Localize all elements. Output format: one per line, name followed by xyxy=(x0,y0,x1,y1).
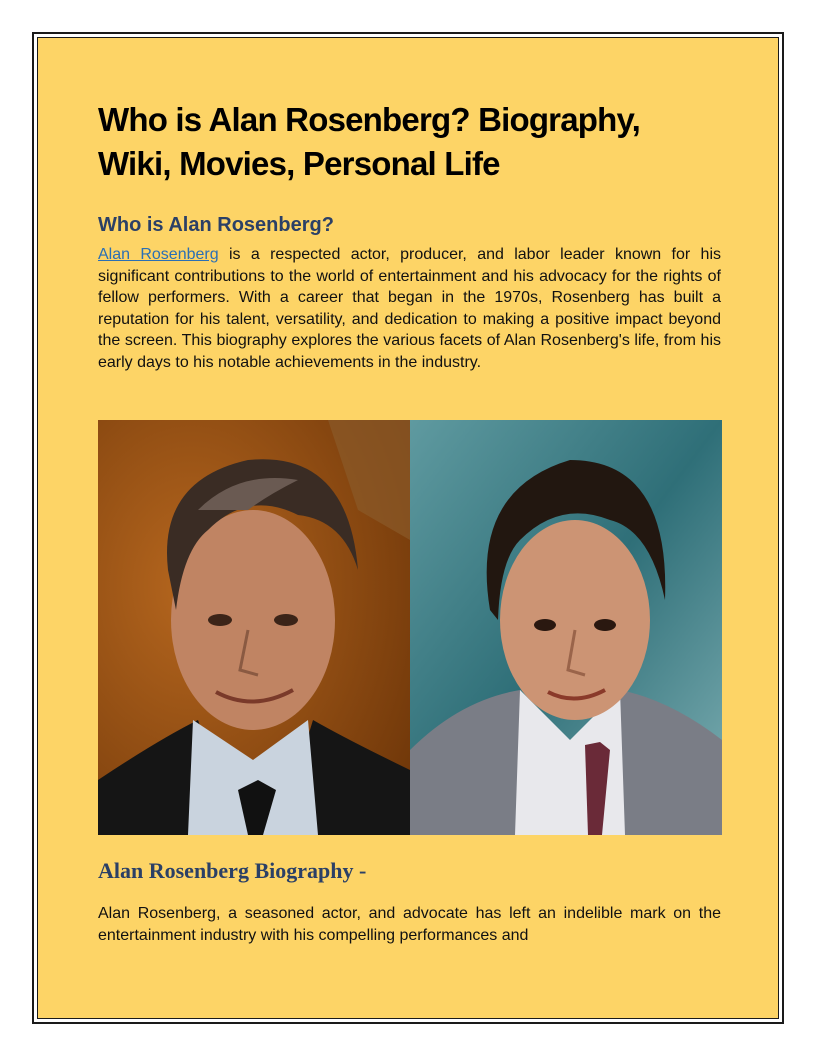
older-portrait-image xyxy=(98,420,410,835)
intro-paragraph xyxy=(98,244,721,373)
article-header xyxy=(98,98,721,373)
photo-right xyxy=(410,420,722,835)
section-heading: Alan Rosenberg Biography - xyxy=(98,858,367,883)
page-background xyxy=(37,37,779,1019)
intro-text: is a respected actor, producer, and labor leader known for his significant contributions to the world of entertainment and his advocacy for the rights of fellow performers. With a career that began in the 1970s, Rosenberg has built a reputation for his talent, versatility, and dedication to making a positive impact beyond the screen. This biography explores the various facets of Alan Rosenberg's life, from his early days to his notable achievements in the industry. xyxy=(98,246,721,371)
younger-portrait-image xyxy=(410,420,722,835)
section-paragraph: Alan Rosenberg, a seasoned actor, and advocate has left an indelible mark on the entertainment industry with his compelling performances and xyxy=(98,905,721,944)
photo-collage xyxy=(98,420,722,835)
photo-left xyxy=(98,420,410,835)
page-border xyxy=(32,32,784,1024)
subtitle: Who is Alan Rosenberg? xyxy=(98,214,334,236)
alan-rosenberg-link[interactable]: Alan Rosenberg xyxy=(98,246,219,263)
page-title: Who is Alan Rosenberg? Biography, Wiki, Movies, Personal Life xyxy=(98,101,640,182)
